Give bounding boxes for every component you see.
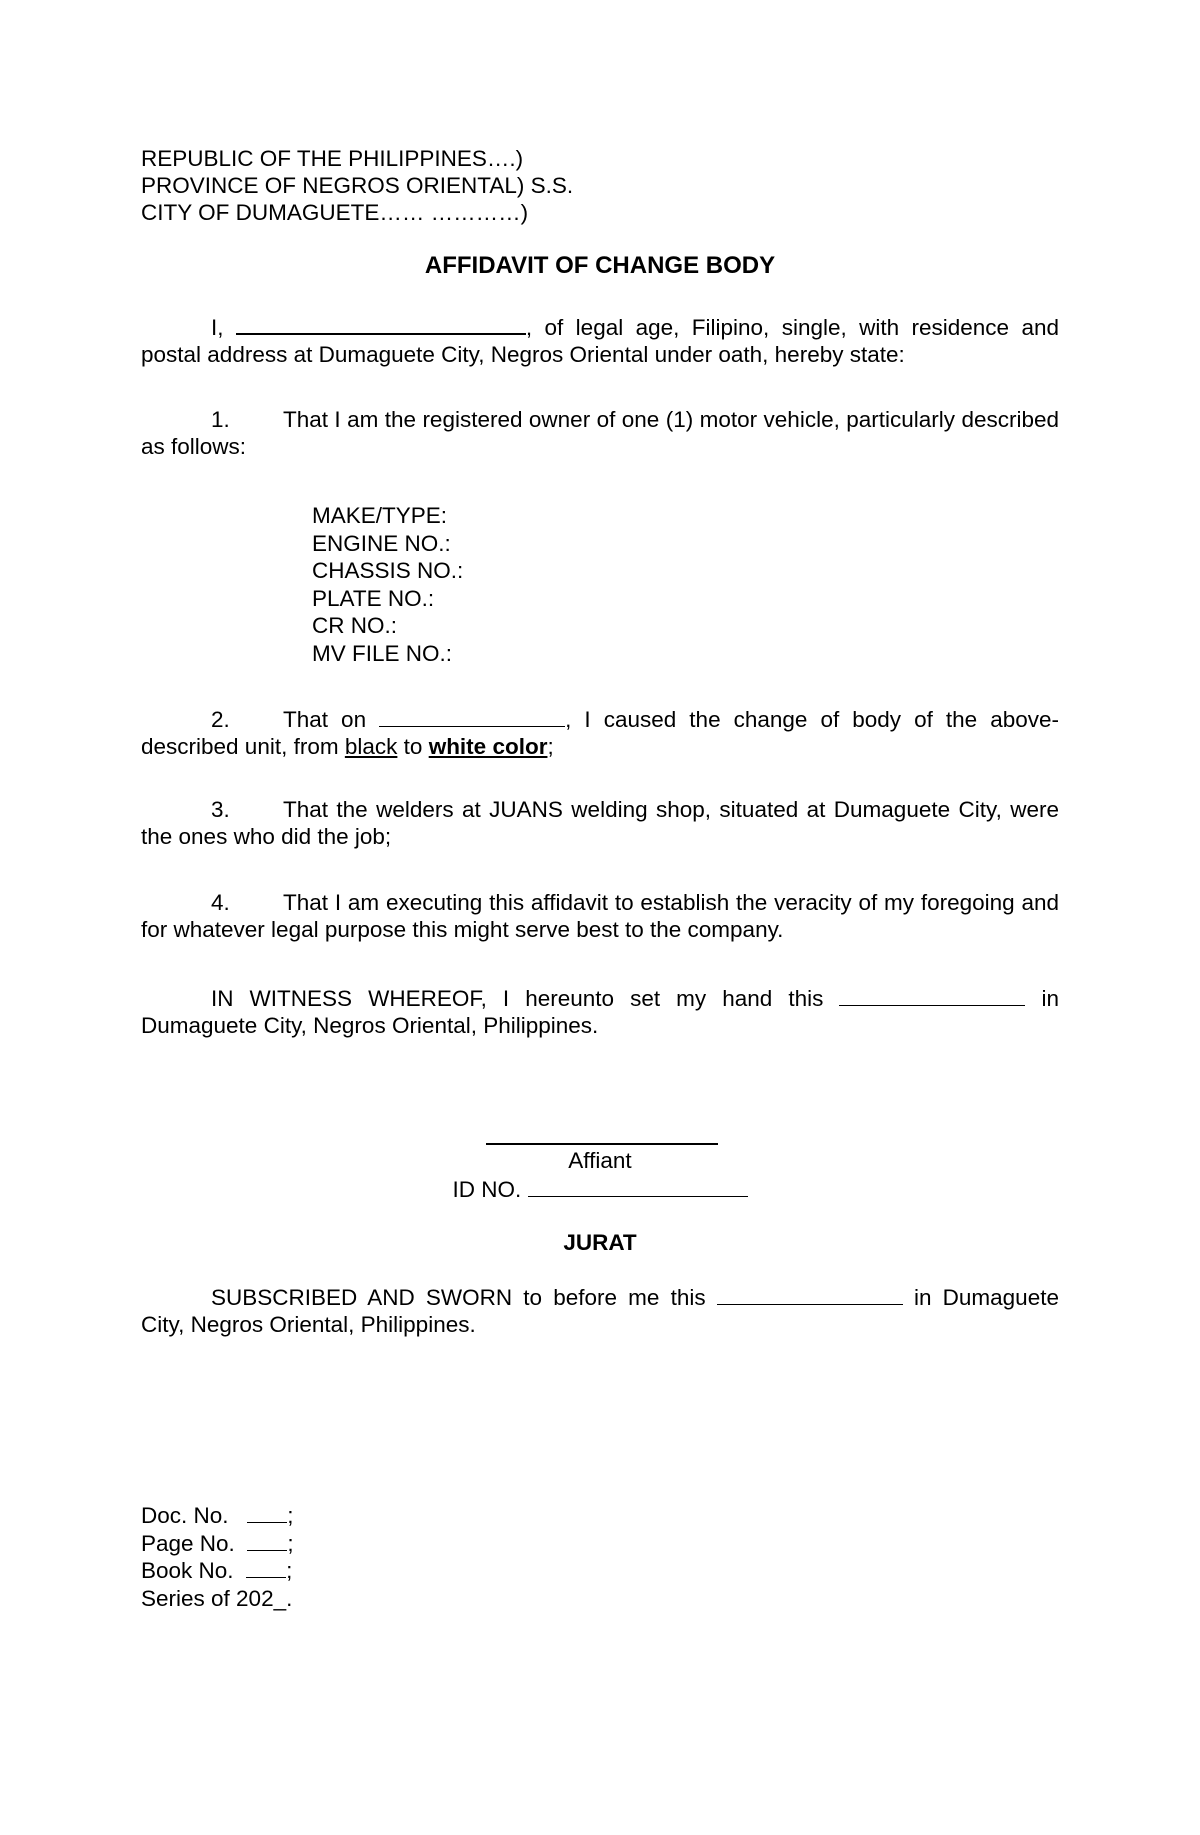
jurat-paragraph xyxy=(141,1284,1059,1338)
to-color: white color xyxy=(428,734,548,759)
doc-number-blank xyxy=(247,1502,287,1523)
document-title: AFFIDAVIT OF CHANGE BODY xyxy=(424,252,776,279)
doc-number-label: Doc. No. xyxy=(141,1503,229,1528)
item-3-text: That the welders at JUANS welding shop, situated at Dumaguete City, were the ones who did the job; xyxy=(141,797,1059,849)
intro-rest: , of legal age, Filipino, single, with residence and postal address at Dumaguete City, Negros Oriental under oath, hereby state: xyxy=(141,315,1059,367)
vehicle-field-chassis: CHASSIS NO.: xyxy=(312,558,464,583)
caption-line-2: PROVINCE OF NEGROS ORIENTAL) S.S. xyxy=(141,173,574,198)
item-1-text: That I am the registered owner of one (1) motor vehicle, particularly described as follows: xyxy=(141,407,1059,459)
witness-after: in Dumaguete City, Negros Oriental, Philippines. xyxy=(141,986,1059,1038)
page-number-blank xyxy=(247,1530,287,1551)
caption-line-1: REPUBLIC OF THE PHILIPPINES….) xyxy=(141,146,524,171)
id-number-line xyxy=(0,1176,1200,1203)
jurat-before: SUBSCRIBED AND SWORN to before me this xyxy=(211,1285,706,1310)
intro-paragraph xyxy=(141,313,1059,368)
vehicle-field-make: MAKE/TYPE: xyxy=(312,503,448,528)
affiant-signature-line xyxy=(486,1143,718,1145)
vehicle-field-engine: ENGINE NO.: xyxy=(312,530,451,556)
item-2-number: 2. xyxy=(211,707,230,732)
vehicle-fields xyxy=(312,502,463,667)
item-2-end: ; xyxy=(547,734,554,759)
page-number-line: Page No. ; xyxy=(141,1530,294,1556)
book-number-label: Book No. xyxy=(141,1558,234,1583)
item-4-paragraph xyxy=(141,889,1059,943)
vehicle-field-cr: CR NO.: xyxy=(312,613,398,638)
from-color: black xyxy=(344,734,398,759)
item-3-number: 3. xyxy=(211,797,230,822)
jurat-title: JURAT xyxy=(563,1230,637,1255)
vehicle-field-mv-file: MV FILE NO.: xyxy=(312,640,453,666)
affiant-label: Affiant xyxy=(568,1148,632,1173)
item-1-paragraph xyxy=(141,406,1059,460)
doc-number-line: Doc. No. ; xyxy=(141,1503,294,1528)
item-4-number: 4. xyxy=(211,890,230,915)
item-2-before: That on xyxy=(283,707,367,732)
date-blank xyxy=(379,706,565,727)
witness-paragraph xyxy=(141,985,1059,1039)
page-number-label: Page No. xyxy=(141,1530,235,1556)
item-3-paragraph xyxy=(141,796,1059,850)
intro-start: I, xyxy=(211,315,224,340)
affiant-name-blank xyxy=(236,313,526,335)
item-4-text: That I am executing this affidavit to establish the veracity of my foregoing and for whatever legal purpose this might serve best to the company. xyxy=(141,890,1059,942)
venue-caption xyxy=(141,145,1059,226)
item-2-to: to xyxy=(403,734,423,759)
caption-line-3: CITY OF DUMAGUETE…… …………) xyxy=(141,200,529,225)
item-1-number: 1. xyxy=(211,407,230,432)
vehicle-field-plate: PLATE NO.: xyxy=(312,585,435,611)
jurat-after: in Dumaguete City, Negros Oriental, Philippines. xyxy=(141,1285,1059,1337)
id-number-label: ID NO. xyxy=(452,1177,522,1202)
id-number-blank xyxy=(528,1176,748,1197)
witness-date-blank xyxy=(839,985,1025,1006)
book-number-blank xyxy=(246,1557,286,1578)
notarial-register xyxy=(141,1502,294,1612)
item-2-middle: , I caused the change of body of the above-described unit, from xyxy=(141,707,1059,759)
jurat-date-blank xyxy=(717,1284,903,1305)
series-line: Series of 202_. xyxy=(141,1585,293,1611)
book-number-line: Book No. ; xyxy=(141,1558,293,1583)
witness-before: IN WITNESS WHEREOF, I hereunto set my hand this xyxy=(211,986,824,1011)
item-2-paragraph xyxy=(141,706,1059,760)
